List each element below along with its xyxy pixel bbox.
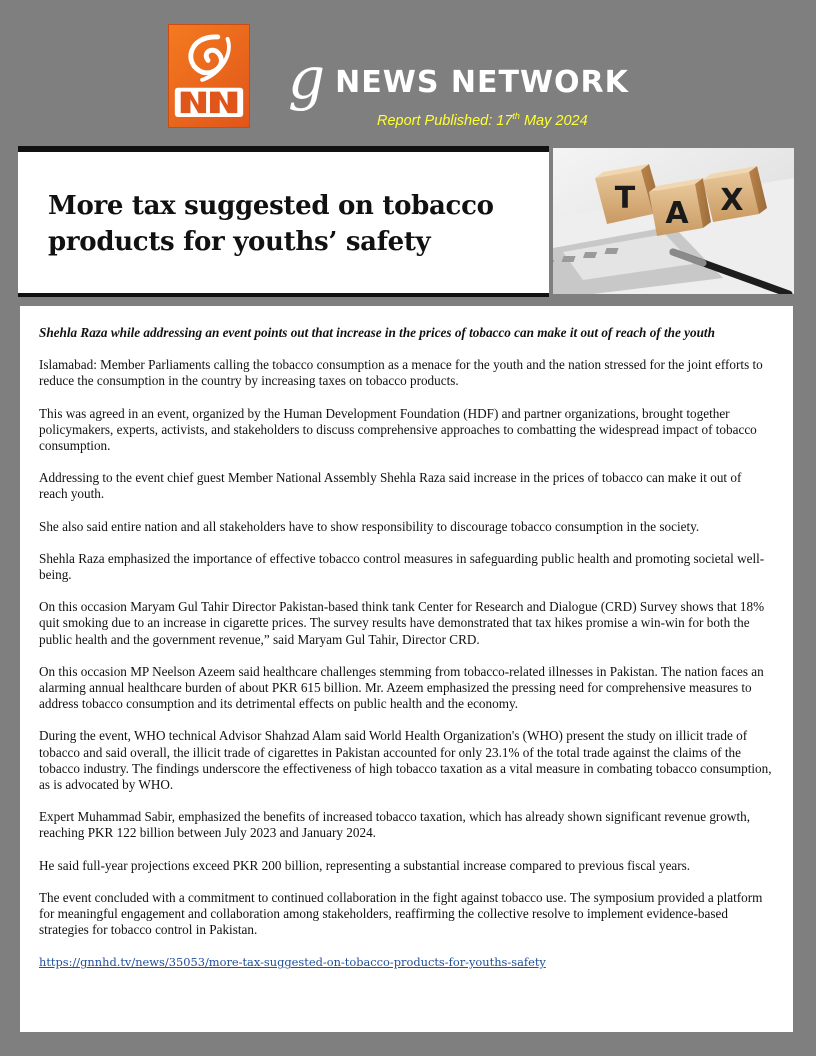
headline-line-2: products for youths’ safety: [48, 227, 431, 257]
article-paragraph: Islamabad: Member Parliaments calling the tobacco consumption as a menace for the youth and the nation stressed for the joint efforts to reduce the consumption in the country by increasing taxes on tobacco products.: [39, 357, 763, 389]
tax-photo: [553, 148, 794, 294]
brand-title: [288, 44, 629, 112]
headline: [48, 188, 529, 260]
article-paragraph: On this occasion Maryam Gul Tahir Director Pakistan-based think tank Center for Research and Dialogue (CRD) Survey shows that 18% quit smoking due to an increase in cigarette prices. The survey results have demonstrated that tax hikes promise a win-win for both the public health and the government revenue,” said Maryam Gul Tahir, Director CRD.: [39, 599, 765, 647]
article-paragraph: During the event, WHO technical Advisor Shahzad Alam said World Health Organization's (WHO) present the study on illicit trade of tobacco and said overall, the illicit trade of cigarettes in Pakistan accounted for only 23.1% of the total trade against the claims of the tobacco industry. The findings underscore the effectiveness of high tobacco taxation as a vital measure in combating tobacco consumption, as is advocated by WHO.: [39, 728, 772, 793]
article-paragraph: She also said entire nation and all stakeholders have to show responsibility to discourage tobacco consumption in the society.: [39, 518, 700, 534]
article-paragraph: He said full-year projections exceed PKR 200 billion, representing a substantial increase compared to previous fiscal years.: [39, 857, 691, 873]
published-suffix: May 2024: [519, 112, 588, 129]
brand-name: NEWS NETWORK: [335, 64, 629, 100]
article-paragraph: Shehla Raza emphasized the importance of effective tobacco control measures in safeguarding public health and promoting societal well-being.: [39, 550, 765, 583]
tax-block-a: A: [665, 196, 689, 231]
article-body: [20, 306, 793, 1032]
tax-block-t: T: [614, 181, 636, 216]
article-source-link[interactable]: https://gnnhd.tv/news/35053/more-tax-suggested-on-tobacco-products-for-youths-safety: [39, 955, 546, 970]
published-prefix: Report Published: 17: [377, 112, 513, 129]
article-link-wrap: [39, 954, 773, 970]
gnn-logo: [168, 24, 250, 128]
gnn-logo-mark: [169, 25, 249, 127]
headline-line-1: More tax suggested on tobacco: [48, 191, 494, 221]
headline-box: [18, 146, 549, 297]
article-lead: Shehla Raza while addressing an event points out that increase in the prices of tobacco can make it out of reach of the youth: [39, 325, 715, 340]
tax-photo-illustration: [553, 148, 794, 294]
brand-g: g: [288, 44, 326, 112]
article-paragraph: On this occasion MP Neelson Azeem said healthcare challenges stemming from tobacco-related illnesses in Pakistan. The nation faces an alarming annual healthcare burden of about PKR 615 billion. Mr. Azeem emphasized the pressing need for comprehensive measures to address tobacco consumption and its detrimental effects on public health and the economy.: [39, 663, 764, 712]
article-paragraph: The event concluded with a commitment to continued collaboration in the fight against tobacco use. The symposium provided a platform for meaningful engagement and collaboration among stakeholders, reaffirming the collective resolve to implement evidence-based strategies for tobacco control in Pakistan.: [39, 889, 763, 938]
article-paragraph: Expert Muhammad Sabir, emphasized the benefits of increased tobacco taxation, which has already shown significant revenue growth, reaching PKR 122 billion between July 2023 and January 2024.: [39, 809, 750, 841]
article-paragraph: Addressing to the event chief guest Member National Assembly Shehla Raza said increase in the prices of tobacco can make it out of reach youth.: [39, 470, 742, 502]
report-published-date: [377, 111, 588, 129]
article-paragraph: This was agreed in an event, organized by the Human Development Foundation (HDF) and partner organizations, brought together policymakers, experts, activists, and stakeholders to discuss comprehensive approaches to combatting the widespread impact of tobacco consumption.: [39, 405, 757, 454]
tax-block-x: X: [720, 183, 744, 218]
published-sup: th: [512, 111, 520, 121]
